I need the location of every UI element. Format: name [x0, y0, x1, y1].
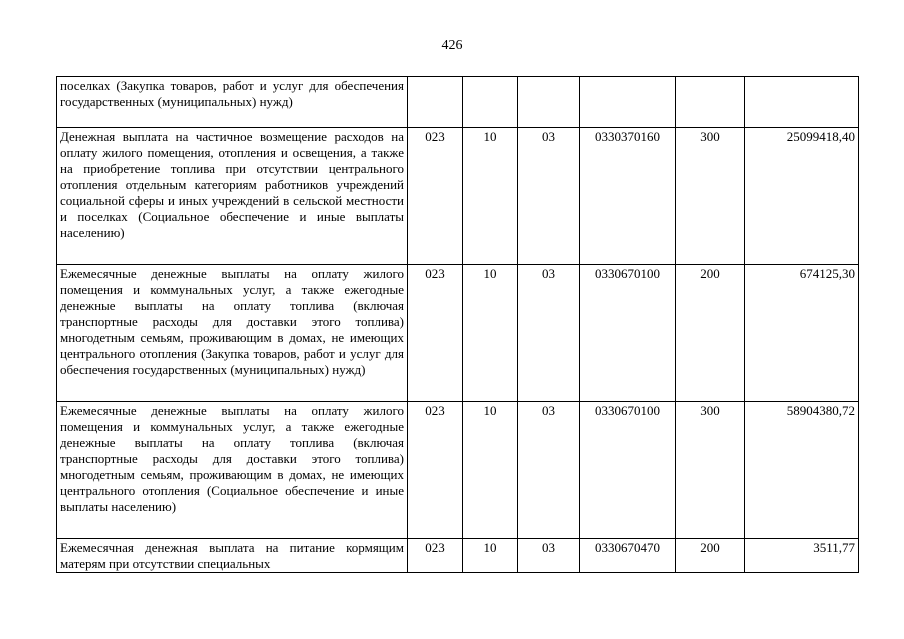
ministry-code: 023: [408, 265, 463, 402]
ministry-code: [408, 77, 463, 128]
section-code: 10: [463, 402, 518, 539]
expense-type-code: [676, 77, 745, 128]
ministry-code: 023: [408, 402, 463, 539]
subsection-code: 03: [518, 539, 580, 573]
row-description: Ежемесячная денежная выплата на питание кормящим матерям при отсутствии специальных: [57, 539, 408, 573]
table-row: [57, 128, 859, 265]
row-description: поселках (Закупка товаров, работ и услуг для обеспечения государственных (муниципальных) нужд): [57, 77, 408, 128]
table-row: [57, 77, 859, 128]
amount-value: 3511,77: [745, 539, 859, 573]
target-article-code: 0330670100: [580, 265, 676, 402]
expense-type-code: 200: [676, 265, 745, 402]
ministry-code: 023: [408, 539, 463, 573]
target-article-code: 0330670100: [580, 402, 676, 539]
row-description: Денежная выплата на частичное возмещение расходов на оплату жилого помещения, отопления и освещения, а также на приобретение топлива при отсутствии центрального отопления отдельным категориям работников учреждений социальной сферы и иных учреждений в сельской местности и поселках (Социальное обеспечение и иные выплаты населению): [57, 128, 408, 265]
budget-table: [56, 76, 859, 573]
table-row: [57, 265, 859, 402]
amount-value: 58904380,72: [745, 402, 859, 539]
target-article-code: 0330670470: [580, 539, 676, 573]
table-row: [57, 539, 859, 573]
ministry-code: 023: [408, 128, 463, 265]
page-number: 426: [441, 38, 463, 53]
subsection-code: 03: [518, 402, 580, 539]
section-code: 10: [463, 265, 518, 402]
subsection-code: 03: [518, 128, 580, 265]
section-code: 10: [463, 539, 518, 573]
target-article-code: 0330370160: [580, 128, 676, 265]
amount-value: 25099418,40: [745, 128, 859, 265]
subsection-code: [518, 77, 580, 128]
row-description: Ежемесячные денежные выплаты на оплату жилого помещения и коммунальных услуг, а также ежегодные денежные выплаты на оплату топлива (включая транспортные расходы для доставки этого топлива) многодетным семьям, проживающим в домах, не имеющих центрального отопления (Социальное обеспечение и иные выплаты населению): [57, 402, 408, 539]
expense-type-code: 200: [676, 539, 745, 573]
section-code: [463, 77, 518, 128]
table-row: [57, 402, 859, 539]
expense-type-code: 300: [676, 128, 745, 265]
expense-type-code: 300: [676, 402, 745, 539]
row-description: Ежемесячные денежные выплаты на оплату жилого помещения и коммунальных услуг, а также ежегодные денежные выплаты на оплату топлива (включая транспортные расходы для доставки этого топлива) многодетным семьям, проживающим в домах, не имеющих центрального отопления (Закупка товаров, работ и услуг для обеспечения государственных (муниципальных) нужд): [57, 265, 408, 402]
amount-value: [745, 77, 859, 128]
section-code: 10: [463, 128, 518, 265]
target-article-code: [580, 77, 676, 128]
subsection-code: 03: [518, 265, 580, 402]
amount-value: 674125,30: [745, 265, 859, 402]
